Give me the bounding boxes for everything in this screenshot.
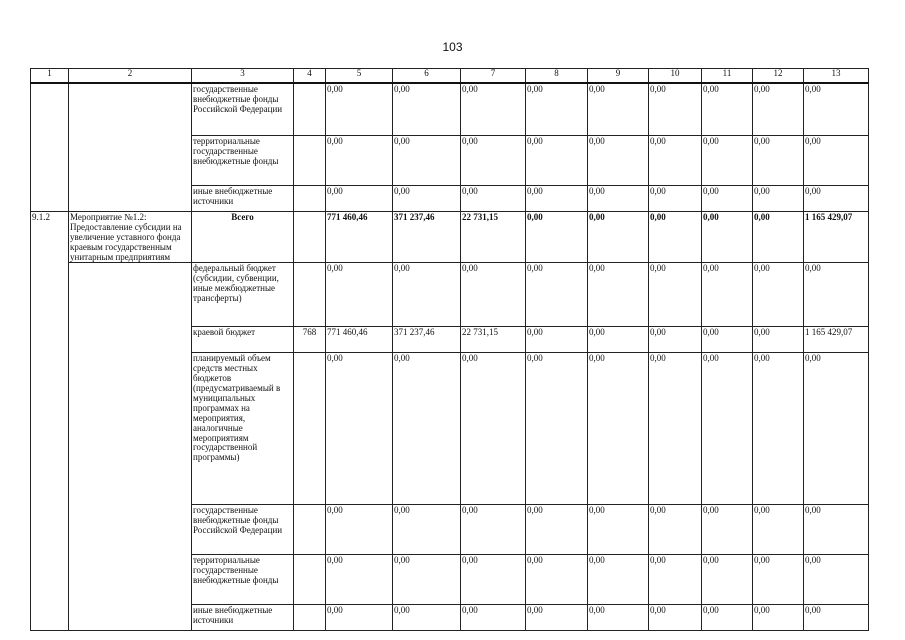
value-cell: 0,00 (461, 555, 526, 605)
value-cell: 0,00 (461, 186, 526, 212)
value-cell: 0,00 (753, 212, 804, 263)
source-cell: государственные внебюджетные фонды Российской Федерации (192, 83, 294, 136)
value-cell: 0,00 (702, 505, 753, 555)
value-cell: 0,00 (588, 263, 649, 327)
budget-code-cell (294, 353, 326, 505)
value-cell: 0,00 (526, 136, 588, 186)
column-header: 9 (588, 69, 649, 84)
value-cell: 0,00 (588, 212, 649, 263)
value-cell: 0,00 (753, 505, 804, 555)
source-cell: федеральный бюджет (субсидии, субвенции, иные межбюджетные трансферты) (192, 263, 294, 327)
budget-code-cell (294, 505, 326, 555)
value-cell: 0,00 (461, 605, 526, 631)
table-row (31, 83, 869, 136)
value-cell: 0,00 (804, 605, 869, 631)
value-cell: 0,00 (526, 605, 588, 631)
budget-code-cell (294, 263, 326, 327)
value-cell: 0,00 (326, 186, 393, 212)
value-cell: 0,00 (649, 83, 702, 136)
value-cell: 0,00 (649, 353, 702, 505)
budget-code-cell: 768 (294, 327, 326, 353)
value-cell: 0,00 (702, 186, 753, 212)
value-cell: 0,00 (804, 505, 869, 555)
budget-code-cell (294, 136, 326, 186)
value-cell: 0,00 (526, 263, 588, 327)
column-header: 4 (294, 69, 326, 84)
value-cell: 0,00 (326, 555, 393, 605)
value-cell: 0,00 (753, 327, 804, 353)
budget-table (30, 68, 869, 631)
value-cell: 0,00 (588, 555, 649, 605)
column-header: 12 (753, 69, 804, 84)
value-cell: 0,00 (393, 263, 461, 327)
code-cell-empty (31, 83, 69, 212)
value-cell: 0,00 (588, 327, 649, 353)
value-cell: 0,00 (461, 83, 526, 136)
value-cell: 0,00 (702, 263, 753, 327)
value-cell: 0,00 (588, 505, 649, 555)
value-cell: 0,00 (804, 555, 869, 605)
source-cell: территориальные государственные внебюджетные фонды (192, 136, 294, 186)
value-cell: 0,00 (804, 136, 869, 186)
value-cell: 0,00 (588, 83, 649, 136)
activity-name: Мероприятие №1.2: Предоставление субсидии на увеличение уставного фонда краевым государственным унитарным предприятиям (69, 212, 192, 263)
value-cell: 0,00 (649, 263, 702, 327)
value-cell: 0,00 (588, 605, 649, 631)
column-header: 6 (393, 69, 461, 84)
value-cell: 1 165 429,07 (804, 327, 869, 353)
value-cell: 0,00 (461, 263, 526, 327)
value-cell: 0,00 (461, 136, 526, 186)
value-cell: 0,00 (753, 353, 804, 505)
value-cell: 0,00 (649, 505, 702, 555)
column-header: 7 (461, 69, 526, 84)
value-cell: 0,00 (649, 327, 702, 353)
source-cell: Всего (192, 212, 294, 263)
value-cell: 0,00 (588, 353, 649, 505)
value-cell: 0,00 (526, 555, 588, 605)
value-cell: 1 165 429,07 (804, 212, 869, 263)
activity-code: 9.1.2 (31, 212, 69, 631)
value-cell: 0,00 (326, 605, 393, 631)
column-header: 1 (31, 69, 69, 84)
value-cell: 0,00 (702, 605, 753, 631)
value-cell: 0,00 (393, 555, 461, 605)
value-cell: 0,00 (326, 136, 393, 186)
source-cell: иные внебюджетные источники (192, 605, 294, 631)
value-cell: 22 731,15 (461, 212, 526, 263)
value-cell: 0,00 (393, 505, 461, 555)
value-cell: 771 460,46 (326, 212, 393, 263)
value-cell: 0,00 (702, 353, 753, 505)
page-number: 103 (442, 40, 463, 54)
value-cell: 371 237,46 (393, 212, 461, 263)
value-cell: 0,00 (588, 186, 649, 212)
budget-code-cell (294, 83, 326, 136)
name-cell-empty (69, 83, 192, 212)
value-cell: 0,00 (702, 555, 753, 605)
value-cell: 0,00 (753, 136, 804, 186)
value-cell: 0,00 (804, 353, 869, 505)
value-cell: 0,00 (753, 83, 804, 136)
value-cell: 0,00 (393, 83, 461, 136)
value-cell: 0,00 (702, 327, 753, 353)
value-cell: 0,00 (649, 212, 702, 263)
value-cell: 0,00 (393, 605, 461, 631)
source-cell: территориальные государственные внебюджетные фонды (192, 555, 294, 605)
column-header: 13 (804, 69, 869, 84)
value-cell: 771 460,46 (326, 327, 393, 353)
value-cell: 0,00 (461, 505, 526, 555)
value-cell: 22 731,15 (461, 327, 526, 353)
value-cell: 0,00 (649, 555, 702, 605)
column-header: 11 (702, 69, 753, 84)
table-row (31, 263, 869, 327)
value-cell: 0,00 (804, 83, 869, 136)
source-cell: планируемый объем средств местных бюджетов (предусматриваемый в муниципальных программах на мероприятия, аналогичные мероприятиям государственной программы) (192, 353, 294, 505)
value-cell: 0,00 (804, 186, 869, 212)
value-cell: 0,00 (753, 605, 804, 631)
budget-code-cell (294, 186, 326, 212)
column-header: 5 (326, 69, 393, 84)
source-cell: иные внебюджетные источники (192, 186, 294, 212)
value-cell: 371 237,46 (393, 327, 461, 353)
header-row (31, 69, 869, 84)
value-cell: 0,00 (804, 263, 869, 327)
column-header: 3 (192, 69, 294, 84)
value-cell: 0,00 (393, 353, 461, 505)
value-cell: 0,00 (649, 136, 702, 186)
value-cell: 0,00 (702, 136, 753, 186)
budget-code-cell (294, 212, 326, 263)
value-cell: 0,00 (526, 327, 588, 353)
value-cell: 0,00 (461, 353, 526, 505)
table-row-total (31, 212, 869, 263)
value-cell: 0,00 (326, 263, 393, 327)
value-cell: 0,00 (702, 212, 753, 263)
value-cell: 0,00 (702, 83, 753, 136)
name-cell-empty (69, 263, 192, 631)
value-cell: 0,00 (526, 212, 588, 263)
value-cell: 0,00 (393, 136, 461, 186)
budget-code-cell (294, 555, 326, 605)
value-cell: 0,00 (649, 605, 702, 631)
source-cell: государственные внебюджетные фонды Российской Федерации (192, 505, 294, 555)
value-cell: 0,00 (588, 136, 649, 186)
column-header: 2 (69, 69, 192, 84)
value-cell: 0,00 (753, 263, 804, 327)
value-cell: 0,00 (526, 353, 588, 505)
value-cell: 0,00 (326, 353, 393, 505)
column-header: 8 (526, 69, 588, 84)
value-cell: 0,00 (393, 186, 461, 212)
column-header: 10 (649, 69, 702, 84)
value-cell: 0,00 (649, 186, 702, 212)
value-cell: 0,00 (526, 505, 588, 555)
value-cell: 0,00 (753, 555, 804, 605)
value-cell: 0,00 (526, 83, 588, 136)
value-cell: 0,00 (753, 186, 804, 212)
budget-code-cell (294, 605, 326, 631)
value-cell: 0,00 (526, 186, 588, 212)
value-cell: 0,00 (326, 505, 393, 555)
value-cell: 0,00 (326, 83, 393, 136)
source-cell: краевой бюджет (192, 327, 294, 353)
